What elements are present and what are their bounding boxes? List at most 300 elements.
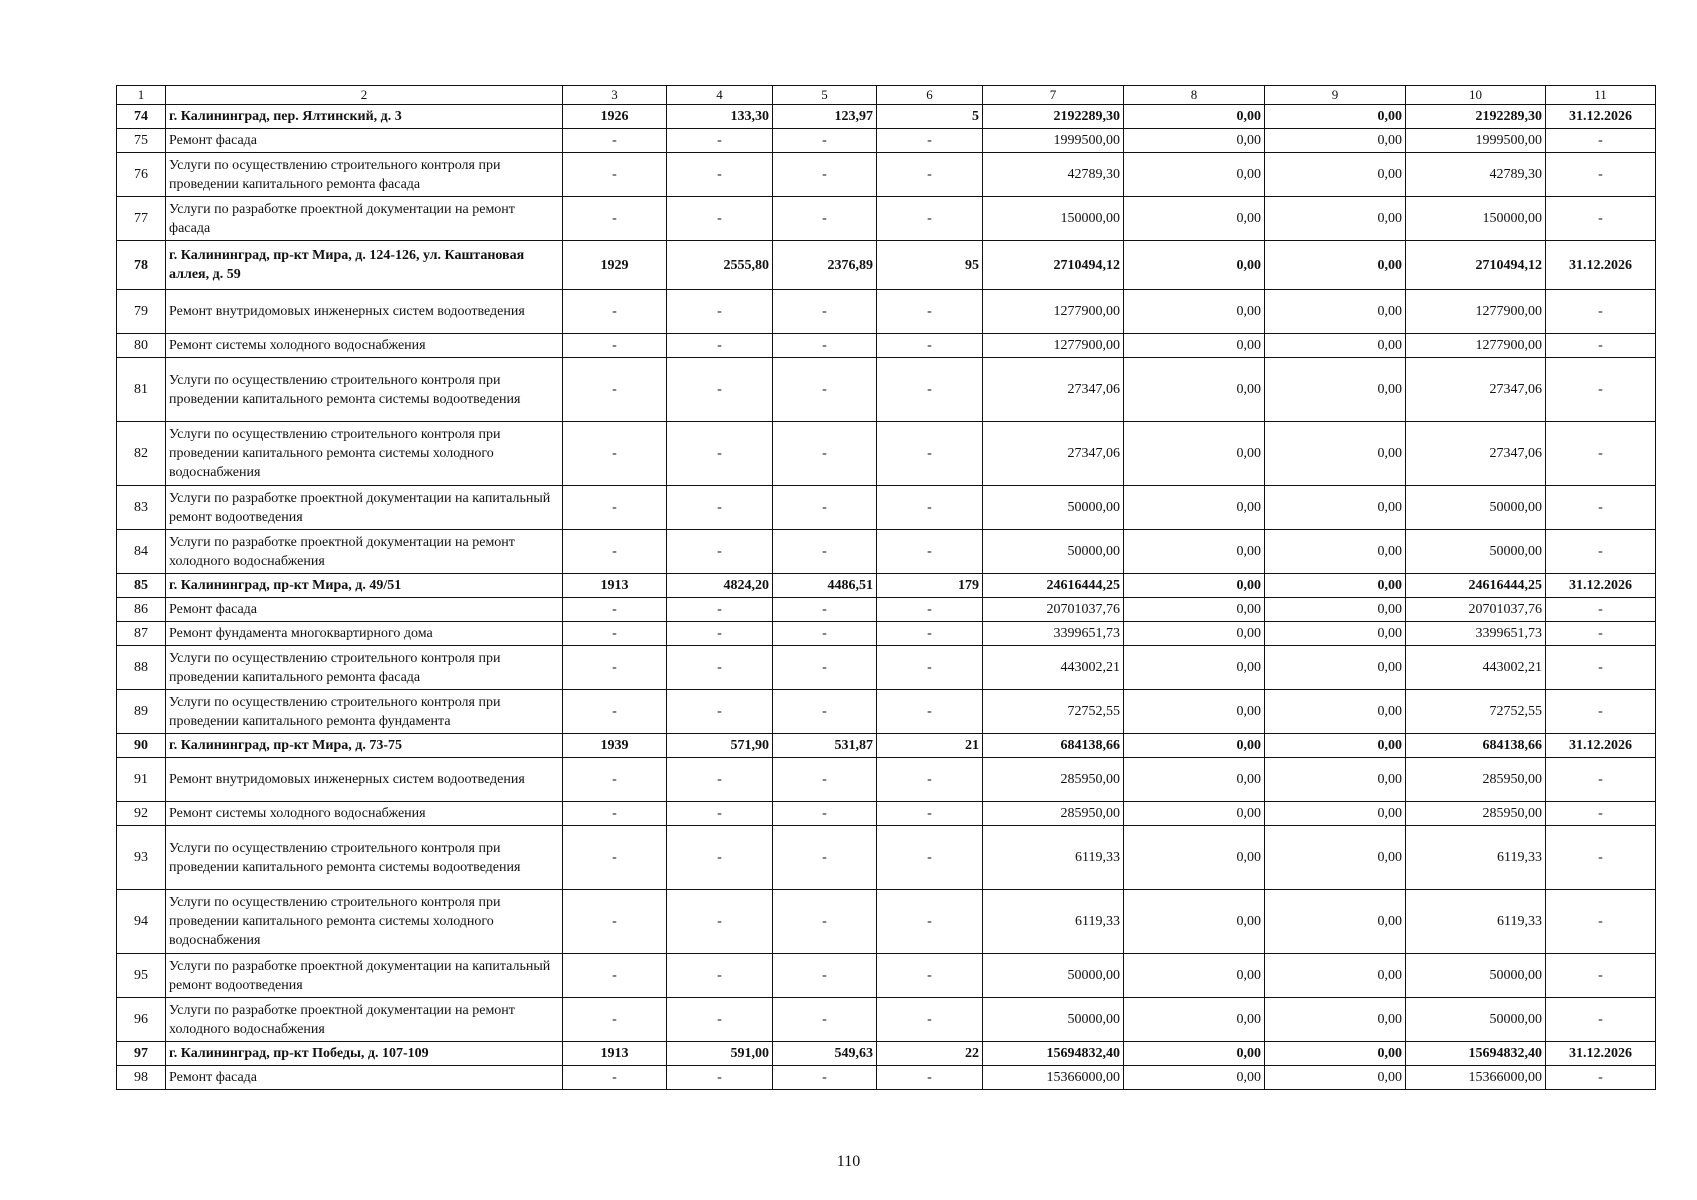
row-number-cell: 86 [117, 598, 166, 622]
deadline-cell: 31.12.2026 [1546, 1042, 1656, 1066]
residents-cell: - [877, 290, 983, 334]
total-area-cell: 4824,20 [667, 574, 773, 598]
total-area-cell: 591,00 [667, 1042, 773, 1066]
work-name-cell: г. Калининград, пер. Ялтинский, д. 3 [166, 105, 563, 129]
fund-cost-cell: 0,00 [1124, 954, 1265, 998]
header-cell-col-4: 4 [667, 86, 773, 105]
deadline-cell: - [1546, 802, 1656, 826]
total-cost-cell: 15694832,40 [983, 1042, 1124, 1066]
deadline-cell: - [1546, 422, 1656, 486]
owners-cost-cell: 0,00 [1265, 574, 1406, 598]
build-year-cell: - [563, 486, 667, 530]
header-cell-col-8: 8 [1124, 86, 1265, 105]
row-number-cell: 81 [117, 358, 166, 422]
total-area-cell: - [667, 826, 773, 890]
deadline-cell: - [1546, 153, 1656, 197]
repair-cost-cell: 2192289,30 [1406, 105, 1546, 129]
living-area-cell: - [773, 646, 877, 690]
build-year-cell: - [563, 622, 667, 646]
repair-cost-cell: 42789,30 [1406, 153, 1546, 197]
deadline-cell: - [1546, 690, 1656, 734]
total-cost-cell: 150000,00 [983, 197, 1124, 241]
repair-cost-cell: 684138,66 [1406, 734, 1546, 758]
column-number-header-row [117, 86, 1656, 105]
owners-cost-cell: 0,00 [1265, 826, 1406, 890]
row-number-cell: 85 [117, 574, 166, 598]
total-cost-cell: 3399651,73 [983, 622, 1124, 646]
work-name-cell: Услуги по осуществлению строительного контроля при проведении капитального ремонта фасада [166, 153, 563, 197]
owners-cost-cell: 0,00 [1265, 734, 1406, 758]
build-year-cell: - [563, 758, 667, 802]
living-area-cell: - [773, 530, 877, 574]
repair-cost-cell: 27347,06 [1406, 358, 1546, 422]
fund-cost-cell: 0,00 [1124, 998, 1265, 1042]
work-name-cell: Услуги по разработке проектной документации на капитальный ремонт водоотведения [166, 954, 563, 998]
total-area-cell: - [667, 1066, 773, 1090]
repair-cost-cell: 3399651,73 [1406, 622, 1546, 646]
fund-cost-cell: 0,00 [1124, 241, 1265, 290]
living-area-cell: - [773, 890, 877, 954]
work-name-cell: Услуги по разработке проектной документации на капитальный ремонт водоотведения [166, 486, 563, 530]
header-cell-col-3: 3 [563, 86, 667, 105]
fund-cost-cell: 0,00 [1124, 486, 1265, 530]
fund-cost-cell: 0,00 [1124, 129, 1265, 153]
row-number-cell: 91 [117, 758, 166, 802]
row-number-cell: 89 [117, 690, 166, 734]
residents-cell: - [877, 129, 983, 153]
work-row [117, 954, 1656, 998]
build-year-cell: 1926 [563, 105, 667, 129]
owners-cost-cell: 0,00 [1265, 197, 1406, 241]
repair-cost-cell: 285950,00 [1406, 758, 1546, 802]
living-area-cell: - [773, 826, 877, 890]
header-cell-col-7: 7 [983, 86, 1124, 105]
build-year-cell: - [563, 890, 667, 954]
fund-cost-cell: 0,00 [1124, 574, 1265, 598]
residents-cell: - [877, 598, 983, 622]
total-area-cell: - [667, 486, 773, 530]
row-number-cell: 82 [117, 422, 166, 486]
build-year-cell: - [563, 290, 667, 334]
work-name-cell: Услуги по разработке проектной документации на ремонт фасада [166, 197, 563, 241]
work-row [117, 290, 1656, 334]
row-number-cell: 88 [117, 646, 166, 690]
living-area-cell: - [773, 1066, 877, 1090]
residents-cell: - [877, 758, 983, 802]
work-name-cell: Услуги по осуществлению строительного контроля при проведении капитального ремонта системы водоотведения [166, 358, 563, 422]
repair-cost-cell: 24616444,25 [1406, 574, 1546, 598]
work-name-cell: Ремонт системы холодного водоснабжения [166, 334, 563, 358]
row-number-cell: 76 [117, 153, 166, 197]
build-year-cell: - [563, 422, 667, 486]
work-name-cell: г. Калининград, пр-кт Мира, д. 124-126, ул. Каштановая аллея, д. 59 [166, 241, 563, 290]
header-cell-col-2: 2 [166, 86, 563, 105]
total-cost-cell: 1277900,00 [983, 290, 1124, 334]
repair-cost-cell: 443002,21 [1406, 646, 1546, 690]
living-area-cell: - [773, 998, 877, 1042]
build-year-cell: - [563, 954, 667, 998]
total-cost-cell: 42789,30 [983, 153, 1124, 197]
repair-cost-cell: 6119,33 [1406, 890, 1546, 954]
work-row [117, 622, 1656, 646]
living-area-cell: - [773, 690, 877, 734]
living-area-cell: - [773, 422, 877, 486]
row-number-cell: 93 [117, 826, 166, 890]
build-year-cell: - [563, 153, 667, 197]
work-row [117, 334, 1656, 358]
owners-cost-cell: 0,00 [1265, 105, 1406, 129]
living-area-cell: - [773, 802, 877, 826]
work-name-cell: г. Калининград, пр-кт Мира, д. 73-75 [166, 734, 563, 758]
residents-cell: 5 [877, 105, 983, 129]
fund-cost-cell: 0,00 [1124, 890, 1265, 954]
repair-cost-cell: 72752,55 [1406, 690, 1546, 734]
fund-cost-cell: 0,00 [1124, 690, 1265, 734]
work-name-cell: Ремонт фундамента многоквартирного дома [166, 622, 563, 646]
fund-cost-cell: 0,00 [1124, 358, 1265, 422]
residents-cell: 179 [877, 574, 983, 598]
total-cost-cell: 50000,00 [983, 486, 1124, 530]
repair-cost-cell: 1999500,00 [1406, 129, 1546, 153]
repair-cost-cell: 1277900,00 [1406, 290, 1546, 334]
address-row [117, 1042, 1656, 1066]
work-name-cell: Услуги по осуществлению строительного контроля при проведении капитального ремонта фундамента [166, 690, 563, 734]
repair-cost-cell: 1277900,00 [1406, 334, 1546, 358]
work-row [117, 530, 1656, 574]
total-cost-cell: 1999500,00 [983, 129, 1124, 153]
build-year-cell: - [563, 802, 667, 826]
residents-cell: - [877, 954, 983, 998]
total-cost-cell: 285950,00 [983, 802, 1124, 826]
row-number-cell: 77 [117, 197, 166, 241]
living-area-cell: 4486,51 [773, 574, 877, 598]
total-cost-cell: 24616444,25 [983, 574, 1124, 598]
owners-cost-cell: 0,00 [1265, 1066, 1406, 1090]
residents-cell: - [877, 890, 983, 954]
total-area-cell: - [667, 129, 773, 153]
fund-cost-cell: 0,00 [1124, 197, 1265, 241]
owners-cost-cell: 0,00 [1265, 358, 1406, 422]
total-area-cell: 133,30 [667, 105, 773, 129]
repair-cost-cell: 2710494,12 [1406, 241, 1546, 290]
build-year-cell: - [563, 646, 667, 690]
work-name-cell: Ремонт системы холодного водоснабжения [166, 802, 563, 826]
fund-cost-cell: 0,00 [1124, 646, 1265, 690]
residents-cell: - [877, 530, 983, 574]
repair-cost-cell: 27347,06 [1406, 422, 1546, 486]
owners-cost-cell: 0,00 [1265, 598, 1406, 622]
total-area-cell: - [667, 954, 773, 998]
fund-cost-cell: 0,00 [1124, 802, 1265, 826]
total-area-cell: - [667, 290, 773, 334]
build-year-cell: - [563, 1066, 667, 1090]
deadline-cell: - [1546, 486, 1656, 530]
work-row [117, 358, 1656, 422]
repair-cost-cell: 6119,33 [1406, 826, 1546, 890]
work-name-cell: Услуги по разработке проектной документации на ремонт холодного водоснабжения [166, 998, 563, 1042]
repair-cost-cell: 50000,00 [1406, 486, 1546, 530]
row-number-cell: 94 [117, 890, 166, 954]
work-row [117, 802, 1656, 826]
total-cost-cell: 50000,00 [983, 530, 1124, 574]
row-number-cell: 80 [117, 334, 166, 358]
work-row [117, 598, 1656, 622]
owners-cost-cell: 0,00 [1265, 153, 1406, 197]
total-area-cell: 571,90 [667, 734, 773, 758]
residents-cell: - [877, 826, 983, 890]
total-cost-cell: 443002,21 [983, 646, 1124, 690]
total-cost-cell: 50000,00 [983, 998, 1124, 1042]
work-name-cell: Ремонт фасада [166, 129, 563, 153]
build-year-cell: - [563, 197, 667, 241]
work-name-cell: Ремонт внутридомовых инженерных систем водоотведения [166, 290, 563, 334]
deadline-cell: - [1546, 826, 1656, 890]
deadline-cell: - [1546, 890, 1656, 954]
deadline-cell: - [1546, 530, 1656, 574]
build-year-cell: 1929 [563, 241, 667, 290]
fund-cost-cell: 0,00 [1124, 622, 1265, 646]
deadline-cell: - [1546, 758, 1656, 802]
residents-cell: - [877, 690, 983, 734]
address-row [117, 734, 1656, 758]
work-row [117, 890, 1656, 954]
work-name-cell: Ремонт фасада [166, 598, 563, 622]
owners-cost-cell: 0,00 [1265, 422, 1406, 486]
deadline-cell: - [1546, 622, 1656, 646]
living-area-cell: 531,87 [773, 734, 877, 758]
total-cost-cell: 50000,00 [983, 954, 1124, 998]
repair-cost-cell: 50000,00 [1406, 998, 1546, 1042]
total-area-cell: - [667, 758, 773, 802]
header-cell-col-9: 9 [1265, 86, 1406, 105]
repair-cost-cell: 50000,00 [1406, 530, 1546, 574]
deadline-cell: - [1546, 998, 1656, 1042]
residents-cell: - [877, 1066, 983, 1090]
address-row [117, 105, 1656, 129]
total-cost-cell: 27347,06 [983, 358, 1124, 422]
row-number-cell: 92 [117, 802, 166, 826]
deadline-cell: - [1546, 197, 1656, 241]
residents-cell: - [877, 646, 983, 690]
total-area-cell: - [667, 998, 773, 1042]
total-area-cell: - [667, 598, 773, 622]
work-name-cell: г. Калининград, пр-кт Мира, д. 49/51 [166, 574, 563, 598]
work-name-cell: Ремонт фасада [166, 1066, 563, 1090]
header-cell-col-5: 5 [773, 86, 877, 105]
repair-cost-cell: 20701037,76 [1406, 598, 1546, 622]
living-area-cell: 123,97 [773, 105, 877, 129]
work-row [117, 486, 1656, 530]
build-year-cell: - [563, 690, 667, 734]
owners-cost-cell: 0,00 [1265, 802, 1406, 826]
total-cost-cell: 20701037,76 [983, 598, 1124, 622]
owners-cost-cell: 0,00 [1265, 290, 1406, 334]
residents-cell: 21 [877, 734, 983, 758]
fund-cost-cell: 0,00 [1124, 758, 1265, 802]
total-cost-cell: 72752,55 [983, 690, 1124, 734]
row-number-cell: 84 [117, 530, 166, 574]
residents-cell: - [877, 358, 983, 422]
owners-cost-cell: 0,00 [1265, 486, 1406, 530]
fund-cost-cell: 0,00 [1124, 530, 1265, 574]
build-year-cell: 1913 [563, 1042, 667, 1066]
work-row [117, 998, 1656, 1042]
row-number-cell: 87 [117, 622, 166, 646]
deadline-cell: - [1546, 1066, 1656, 1090]
residents-cell: - [877, 998, 983, 1042]
repair-cost-cell: 150000,00 [1406, 197, 1546, 241]
deadline-cell: 31.12.2026 [1546, 105, 1656, 129]
living-area-cell: - [773, 358, 877, 422]
owners-cost-cell: 0,00 [1265, 890, 1406, 954]
build-year-cell: 1939 [563, 734, 667, 758]
row-number-cell: 75 [117, 129, 166, 153]
row-number-cell: 90 [117, 734, 166, 758]
row-number-cell: 96 [117, 998, 166, 1042]
repair-cost-cell: 15366000,00 [1406, 1066, 1546, 1090]
row-number-cell: 79 [117, 290, 166, 334]
fund-cost-cell: 0,00 [1124, 422, 1265, 486]
living-area-cell: - [773, 486, 877, 530]
row-number-cell: 78 [117, 241, 166, 290]
work-name-cell: Услуги по осуществлению строительного контроля при проведении капитального ремонта фасада [166, 646, 563, 690]
total-cost-cell: 15366000,00 [983, 1066, 1124, 1090]
work-name-cell: Ремонт внутридомовых инженерных систем водоотведения [166, 758, 563, 802]
row-number-cell: 74 [117, 105, 166, 129]
living-area-cell: - [773, 197, 877, 241]
total-area-cell: - [667, 690, 773, 734]
residents-cell: 22 [877, 1042, 983, 1066]
total-area-cell: - [667, 197, 773, 241]
work-row [117, 690, 1656, 734]
owners-cost-cell: 0,00 [1265, 690, 1406, 734]
residents-cell: - [877, 422, 983, 486]
total-cost-cell: 2710494,12 [983, 241, 1124, 290]
build-year-cell: - [563, 129, 667, 153]
total-cost-cell: 285950,00 [983, 758, 1124, 802]
fund-cost-cell: 0,00 [1124, 105, 1265, 129]
total-cost-cell: 6119,33 [983, 890, 1124, 954]
owners-cost-cell: 0,00 [1265, 758, 1406, 802]
work-row [117, 646, 1656, 690]
fund-cost-cell: 0,00 [1124, 153, 1265, 197]
work-row [117, 153, 1656, 197]
repair-cost-cell: 285950,00 [1406, 802, 1546, 826]
total-area-cell: - [667, 334, 773, 358]
owners-cost-cell: 0,00 [1265, 334, 1406, 358]
address-row [117, 574, 1656, 598]
row-number-cell: 95 [117, 954, 166, 998]
work-row [117, 758, 1656, 802]
residents-cell: - [877, 334, 983, 358]
owners-cost-cell: 0,00 [1265, 530, 1406, 574]
deadline-cell: - [1546, 290, 1656, 334]
residents-cell: - [877, 197, 983, 241]
total-area-cell: - [667, 890, 773, 954]
total-area-cell: - [667, 153, 773, 197]
deadline-cell: 31.12.2026 [1546, 241, 1656, 290]
build-year-cell: - [563, 826, 667, 890]
table-body [117, 86, 1656, 1090]
owners-cost-cell: 0,00 [1265, 646, 1406, 690]
owners-cost-cell: 0,00 [1265, 622, 1406, 646]
total-cost-cell: 27347,06 [983, 422, 1124, 486]
work-name-cell: Услуги по осуществлению строительного контроля при проведении капитального ремонта системы холодного водоснабжения [166, 422, 563, 486]
total-cost-cell: 6119,33 [983, 826, 1124, 890]
residents-cell: 95 [877, 241, 983, 290]
living-area-cell: - [773, 954, 877, 998]
deadline-cell: - [1546, 334, 1656, 358]
fund-cost-cell: 0,00 [1124, 290, 1265, 334]
total-area-cell: 2555,80 [667, 241, 773, 290]
address-row [117, 241, 1656, 290]
fund-cost-cell: 0,00 [1124, 826, 1265, 890]
repair-cost-cell: 50000,00 [1406, 954, 1546, 998]
deadline-cell: - [1546, 598, 1656, 622]
living-area-cell: - [773, 334, 877, 358]
residents-cell: - [877, 802, 983, 826]
row-number-cell: 83 [117, 486, 166, 530]
deadline-cell: - [1546, 358, 1656, 422]
total-area-cell: - [667, 422, 773, 486]
page-number: 110 [836, 1153, 861, 1170]
owners-cost-cell: 0,00 [1265, 241, 1406, 290]
residents-cell: - [877, 486, 983, 530]
work-name-cell: Услуги по осуществлению строительного контроля при проведении капитального ремонта системы водоотведения [166, 826, 563, 890]
deadline-cell: - [1546, 954, 1656, 998]
deadline-cell: - [1546, 646, 1656, 690]
living-area-cell: - [773, 598, 877, 622]
residents-cell: - [877, 153, 983, 197]
work-row [117, 1066, 1656, 1090]
fund-cost-cell: 0,00 [1124, 334, 1265, 358]
living-area-cell: 2376,89 [773, 241, 877, 290]
work-name-cell: г. Калининград, пр-кт Победы, д. 107-109 [166, 1042, 563, 1066]
work-row [117, 197, 1656, 241]
owners-cost-cell: 0,00 [1265, 129, 1406, 153]
header-cell-col-6: 6 [877, 86, 983, 105]
total-cost-cell: 684138,66 [983, 734, 1124, 758]
living-area-cell: - [773, 153, 877, 197]
total-area-cell: - [667, 358, 773, 422]
living-area-cell: - [773, 622, 877, 646]
residents-cell: - [877, 622, 983, 646]
total-area-cell: - [667, 622, 773, 646]
work-name-cell: Услуги по осуществлению строительного контроля при проведении капитального ремонта системы холодного водоснабжения [166, 890, 563, 954]
build-year-cell: - [563, 530, 667, 574]
build-year-cell: - [563, 598, 667, 622]
works-table [116, 85, 1656, 1090]
deadline-cell: 31.12.2026 [1546, 574, 1656, 598]
header-cell-col-11: 11 [1546, 86, 1656, 105]
header-cell-col-1: 1 [117, 86, 166, 105]
fund-cost-cell: 0,00 [1124, 598, 1265, 622]
owners-cost-cell: 0,00 [1265, 1042, 1406, 1066]
build-year-cell: - [563, 998, 667, 1042]
total-area-cell: - [667, 802, 773, 826]
fund-cost-cell: 0,00 [1124, 1066, 1265, 1090]
build-year-cell: - [563, 334, 667, 358]
fund-cost-cell: 0,00 [1124, 1042, 1265, 1066]
work-row [117, 129, 1656, 153]
living-area-cell: - [773, 129, 877, 153]
deadline-cell: - [1546, 129, 1656, 153]
living-area-cell: - [773, 758, 877, 802]
build-year-cell: - [563, 358, 667, 422]
work-row [117, 826, 1656, 890]
deadline-cell: 31.12.2026 [1546, 734, 1656, 758]
total-area-cell: - [667, 646, 773, 690]
